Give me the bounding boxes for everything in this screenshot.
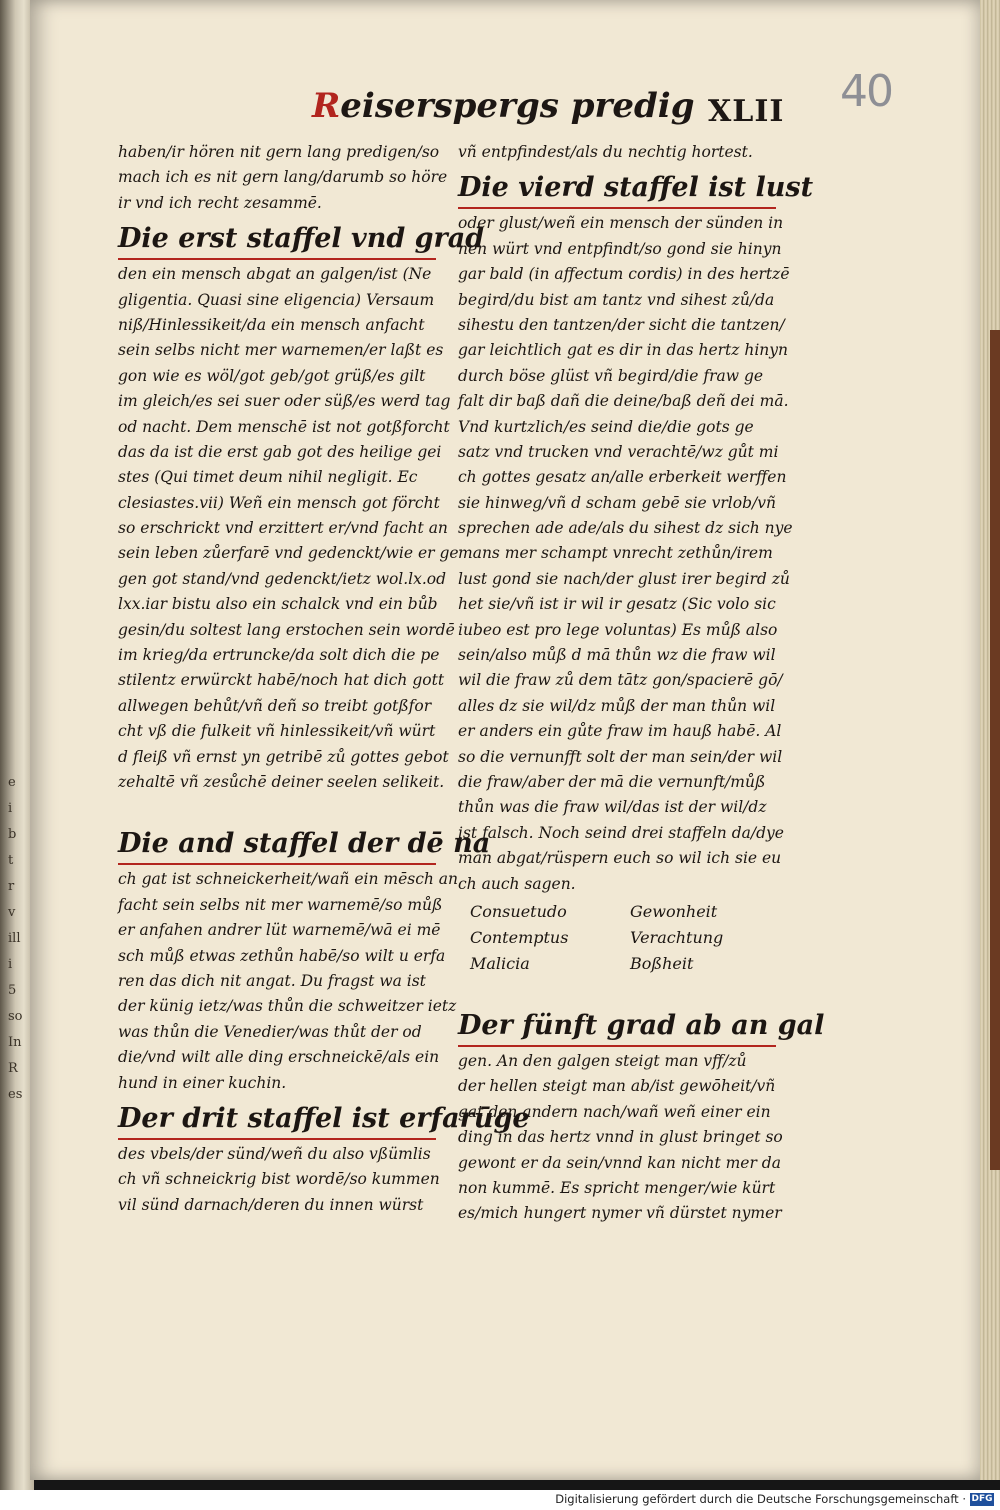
text-line: non kummē. Es spricht menger/wie kürt [458, 1178, 776, 1197]
text-line: sie hinweg/vñ d scham gebē sie vrlob/vñ [458, 493, 776, 512]
text-line: od nacht. Dem menschē ist not gotßforcht [118, 417, 450, 436]
text-line: nen würt vnd entpfindt/so gond sie hinyn [458, 239, 782, 258]
text-line: im gleich/es sei suer oder süß/es werd tag [118, 392, 451, 411]
text-line: stes (Qui timet deum nihil negligit. Ec [118, 468, 418, 487]
text-line: mach ich es nit gern lang/darumb so höre [118, 168, 448, 187]
text-line: ch gat ist schneickerheit/wañ ein mēsch an [118, 870, 459, 889]
latin-german-glossary [470, 899, 776, 977]
text-line: allwegen behůt/vñ deñ so treibt gotßfor [118, 696, 432, 715]
text-line: sch můß etwas zethůn habē/so wilt u erfa [118, 946, 446, 965]
text-line: gat den andern nach/wañ weñ einer ein [458, 1102, 771, 1121]
text-line: sein leben zůerfarē vnd gedenckt/wie er ge [118, 544, 459, 563]
section-heading-fifth-step: Der fünft grad ab an gal [458, 1009, 776, 1047]
glossary-german-term: Verachtung [630, 927, 724, 947]
text-line: der hellen steigt man ab/ist gewōheit/vñ [458, 1077, 776, 1096]
text-line: was thůn die Venedier/was thůt der od [118, 1022, 422, 1041]
previous-page-edge [0, 0, 34, 1490]
glossary-row [470, 899, 776, 925]
running-title-rest: eiserspergs predig [340, 86, 695, 126]
text-line: gligentia. Quasi sine eligencia) Versaum [118, 290, 435, 309]
text-line: er anders ein gůte fraw im hauß habē. Al [458, 722, 782, 741]
text-line: oder glust/weñ ein mensch der sünden in [458, 214, 784, 233]
glossary-latin-term: Consuetudo [470, 901, 567, 921]
text-line: gen got stand/vnd gedenckt/ietz wol.lx.od [118, 569, 447, 588]
dfg-logo-icon: DFG [971, 1494, 993, 1504]
text-line: es/mich hungert nymer vñ dürstet nymer [458, 1204, 782, 1223]
paragraph-gap [458, 977, 776, 1003]
running-title [312, 86, 695, 126]
text-line: so die vernunfft solt der man sein/der wil [458, 747, 783, 766]
glossary-row [470, 925, 776, 951]
funding-credit: Digitalisierung gefördert durch die Deutsche Forschungsgemeinschaft · [555, 1492, 966, 1506]
text-line: het sie/vñ ist ir wil ir gesatz (Sic volo sic [458, 595, 776, 614]
pencil-folio-note: 40 [840, 66, 892, 117]
text-line: niß/Hinlessikeit/da ein mensch anfacht [118, 315, 425, 334]
text-line: clesiastes.vii) Weñ ein mensch got förcht [118, 493, 440, 512]
text-line: den ein mensch abgat an galgen/ist (Ne [118, 265, 432, 284]
glossary-german-term: Boßheit [630, 953, 694, 973]
text-line: ir vnd ich recht zesammē. [118, 193, 322, 212]
text-line: durch böse glüst vñ begird/die fraw ge [458, 366, 764, 385]
section-heading-fourth-step: Die vierd staffel ist lust [458, 171, 776, 209]
paragraph-gap [118, 795, 436, 821]
text-line: cht vß die fulkeit vñ hinlessikeit/vñ würt [118, 722, 436, 741]
text-line: satz vnd trucken vnd verachtē/wz gůt mi [458, 442, 779, 461]
text-line: gewont er da sein/vnnd kan nicht mer da [458, 1153, 781, 1172]
text-line: des vbels/der sünd/weñ du also vßümlis [118, 1144, 431, 1163]
text-line: thůn was die fraw wil/das ist der wil/dz [458, 798, 767, 817]
text-line: gesin/du soltest lang erstochen sein wordē [118, 620, 455, 639]
text-line: begird/du bist am tantz vnd sihest zů/da [458, 290, 775, 309]
text-line: das da ist die erst gab got des heilige gei [118, 442, 442, 461]
previous-page-text-fragments: e i b t r v ill i 5 so In R es [8, 775, 23, 1102]
glossary-latin-term: Contemptus [470, 927, 569, 947]
section-heading-first-step: Die erst staffel vnd grad [118, 222, 436, 260]
text-line: man abgat/rüspern euch so wil ich sie eu [458, 849, 782, 868]
text-line: falt dir baß dañ die deine/baß deñ dei mā. [458, 392, 789, 411]
text-line: Vnd kurtzlich/es seind die/die gots ge [458, 417, 754, 436]
text-line: stilentz erwürckt habē/noch hat dich gott [118, 671, 445, 690]
text-line: er anfahen andrer lüt warnemē/wā ei mē [118, 921, 441, 940]
text-line: lxx.iar bistu also ein schalck vnd ein bůb [118, 595, 438, 614]
text-line: gar bald (in affectum cordis) in des hertzē [458, 265, 790, 284]
text-line: sprechen ade ade/als du sihest dz sich nye [458, 519, 793, 538]
text-line: zehaltē vñ zesůchē deiner seelen selikeit. [118, 772, 445, 791]
text-line: sihestu den tantzen/der sicht die tantzen/ [458, 315, 785, 334]
glossary-latin-term: Malicia [470, 953, 530, 973]
text-line: so erschrickt vnd erzittert er/vnd facht an [118, 519, 448, 538]
text-line: hund in einer kuchin. [118, 1073, 287, 1092]
text-line: ch gottes gesatz an/alle erberkeit werffen [458, 468, 787, 487]
text-line: d fleiß vñ ernst yn getribē zů gottes gebot [118, 747, 449, 766]
binding-edge [990, 330, 1000, 1170]
text-line: facht sein selbs nit mer warnemē/so můß [118, 895, 443, 914]
digitization-footer [0, 1490, 1000, 1510]
text-line: ist falsch. Noch seind drei staffeln da/dye [458, 823, 784, 842]
text-line: ren das dich nit angat. Du fragst wa ist [118, 971, 426, 990]
text-line: der künig ietz/was thůn die schweitzer ietz [118, 997, 457, 1016]
text-line: sein/also můß d mā thůn wz die fraw wil [458, 646, 776, 665]
text-line: gen. An den galgen steigt man vff/zů [458, 1051, 747, 1070]
text-line: sein selbs nicht mer warnemen/er laßt es [118, 341, 444, 360]
text-line: ch auch sagen. [458, 874, 576, 893]
text-line: vil sünd darnach/deren du innen würst [118, 1195, 424, 1214]
text-line: die fraw/aber der mā die vernunft/můß [458, 772, 766, 791]
text-line: die/vnd wilt alle ding erschneickē/als ein [118, 1048, 440, 1067]
text-line: alles dz sie wil/dz můß der man thůn wil [458, 696, 776, 715]
glossary-german-term: Gewonheit [630, 901, 718, 921]
text-line: gon wie es wöl/got geb/got grüß/es gilt [118, 366, 426, 385]
text-line: haben/ir hören nit gern lang predigen/so [118, 143, 440, 161]
text-line: iubeo est pro lege voluntas) Es můß also [458, 620, 778, 639]
text-line: wil die fraw zů dem tātz gon/spacierē gō/ [458, 671, 783, 690]
text-line: ch vñ schneickrig bist wordē/so kummen [118, 1170, 440, 1189]
section-heading-third-step: Der drit staffel ist erfarūge [118, 1102, 436, 1140]
text-line: im krieg/da ertruncke/da solt dich die pe [118, 646, 440, 665]
text-line: lust gond sie nach/der glust irer begird zů [458, 569, 790, 588]
folio-number: XLII [708, 94, 785, 129]
text-line: gar leichtlich gat es dir in das hertz hinyn [458, 341, 789, 360]
right-text-column [458, 140, 825, 1227]
text-line: ding in das hertz vnnd in glust bringet so [458, 1128, 783, 1147]
text-line: vñ entpfindest/als du nechtig hortest. [458, 143, 753, 161]
running-title-initial: R [312, 86, 341, 126]
glossary-row [470, 951, 776, 977]
text-line: mans mer schampt vnrecht zethůn/irem [458, 544, 773, 563]
section-heading-second-step: Die and staffel der dē na [118, 827, 436, 865]
